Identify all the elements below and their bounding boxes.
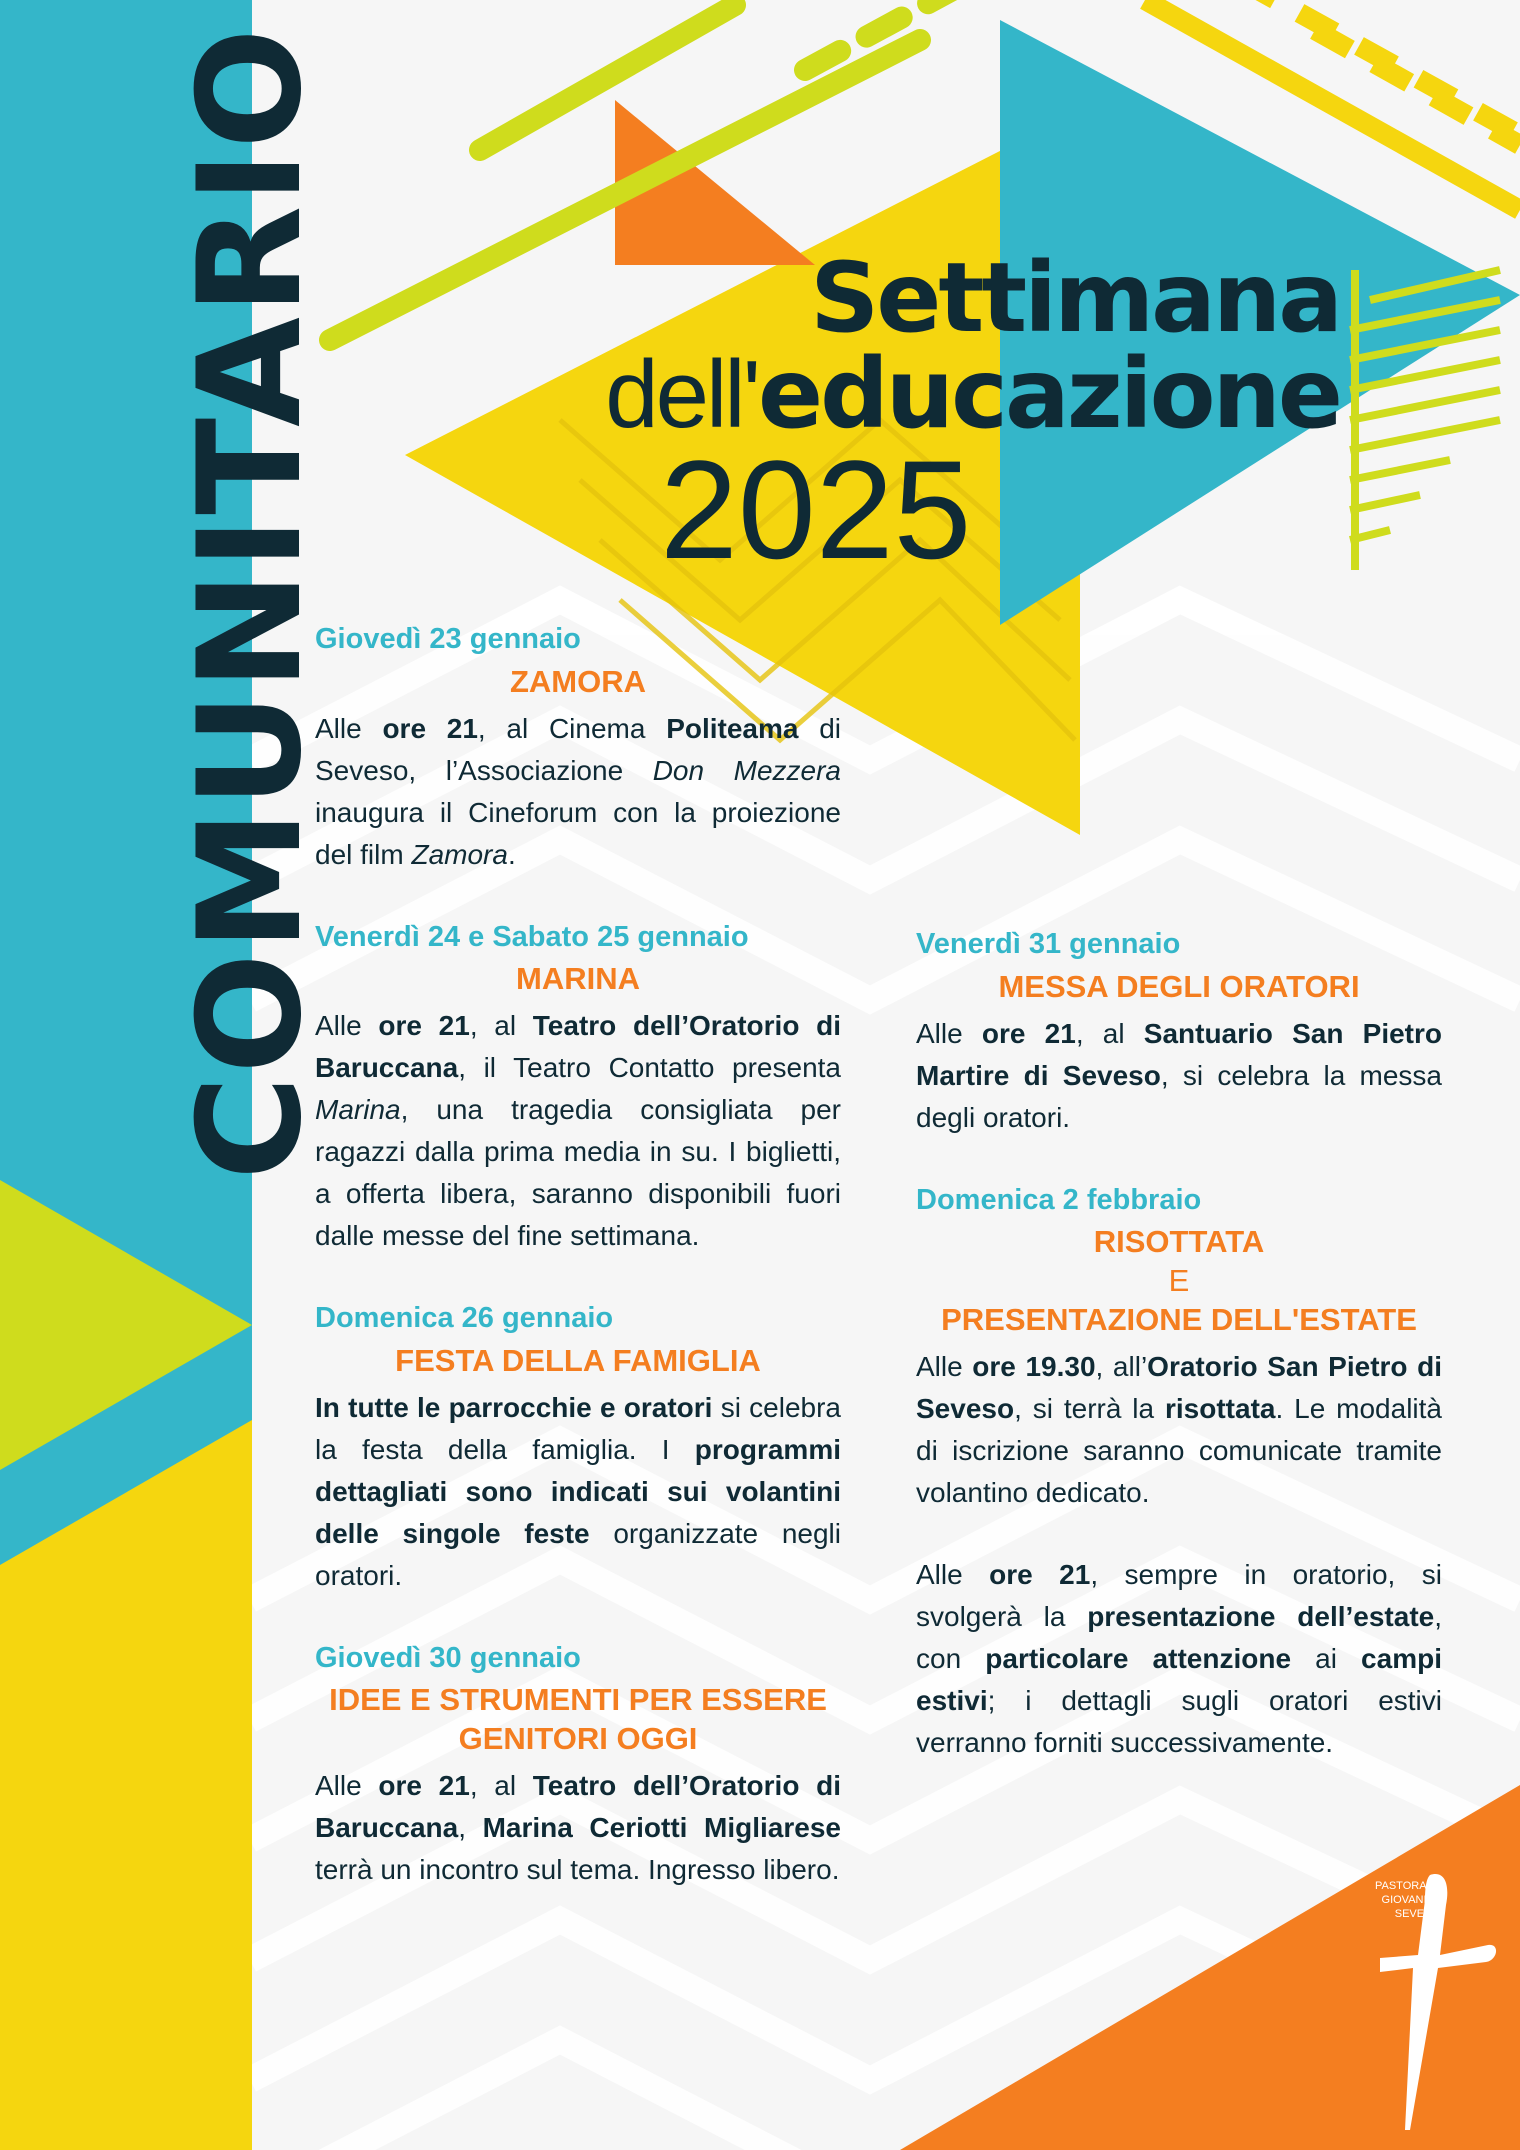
event-item bbox=[315, 920, 841, 1258]
event-date: Domenica 26 gennaio bbox=[315, 1302, 614, 1335]
heading-bold: educazione bbox=[757, 338, 1340, 450]
event-date: Giovedì 30 gennaio bbox=[315, 1641, 581, 1674]
event-item bbox=[315, 1641, 841, 1891]
heading-light: dell' bbox=[605, 341, 758, 448]
event-item bbox=[916, 1183, 1442, 1764]
event-title: E bbox=[1168, 1263, 1190, 1299]
events-left-column bbox=[315, 622, 841, 1935]
event-title: MARINA bbox=[516, 961, 640, 997]
event-body: Alle ore 21, al Santuario San Pietro Martire di Seveso, si celebra la messa degli oratori. bbox=[916, 1017, 1443, 1133]
event-date: Venerdì 24 e Sabato 25 gennaio bbox=[315, 920, 749, 953]
logo-text-line: SEVESO bbox=[1394, 1907, 1440, 1920]
event-title: PRESENTAZIONE DELL'ESTATE bbox=[941, 1301, 1417, 1337]
heading-year: 2025 bbox=[660, 431, 972, 588]
event-date: Domenica 2 febbraio bbox=[916, 1183, 1202, 1216]
event-item bbox=[315, 1301, 841, 1597]
event-title: FESTA DELLA FAMIGLIA bbox=[395, 1342, 761, 1378]
events-right-column bbox=[916, 927, 1442, 1808]
side-label: COMUNITARIO bbox=[168, 26, 333, 1180]
event-title: RISOTTATA bbox=[1093, 1224, 1265, 1260]
event-body: Alle ore 19.30, all’Oratorio San Pietro di Seveso, si terrà la risottata. Le modalità di iscrizione saranno comunicate tramite volantino dedicato. bbox=[916, 1350, 1443, 1508]
event-title: IDEE E STRUMENTI PER ESSERE GENITORI OGGI bbox=[329, 1682, 827, 1757]
logo-text-line: PASTORALE bbox=[1374, 1880, 1440, 1892]
event-body: Alle ore 21, sempre in oratorio, si svolgerà la presentazione dell’estate, con particolare attenzione ai campi estivi; i dettagli sugli oratori estivi verranno forniti successivamente. bbox=[916, 1558, 1442, 1758]
event-body: Alle ore 21, al Teatro dell’Oratorio di Baruccana, il Teatro Contatto presenta Marina, una tragedia consigliata per ragazzi dalla prima media in su. I biglietti, a offerta libera, saranno disponibili fuori dalle messe del fine settimana. bbox=[315, 1010, 842, 1252]
event-date: Venerdì 31 gennaio bbox=[916, 928, 1181, 960]
event-title: ZAMORA bbox=[509, 663, 647, 699]
event-body: Alle ore 21, al Cinema Politeama di Seveso, l’Associazione Don Mezzera inaugura il Cineforum con la proiezione del film Zamora. bbox=[315, 712, 842, 870]
event-date: Giovedì 23 gennaio bbox=[315, 623, 581, 655]
event-body: In tutte le parrocchie e oratori si celebra la festa della famiglia. I programmi dettagliati sono indicati sui volantini delle singole feste organizzate negli oratori. bbox=[315, 1391, 841, 1591]
event-title: MESSA DEGLI ORATORI bbox=[998, 968, 1360, 1004]
logo-text-line: GIOVANILE bbox=[1381, 1893, 1440, 1906]
event-item bbox=[315, 622, 841, 876]
heading-line2 bbox=[605, 338, 1340, 450]
event-body: Alle ore 21, al Teatro dell’Oratorio di Baruccana, Marina Ceriotti Migliarese terrà un incontro sul tema. Ingresso libero. bbox=[315, 1769, 842, 1885]
logo-text bbox=[1360, 1880, 1440, 1921]
heading-line1: Settimana bbox=[810, 242, 1340, 354]
event-item bbox=[916, 927, 1442, 1139]
